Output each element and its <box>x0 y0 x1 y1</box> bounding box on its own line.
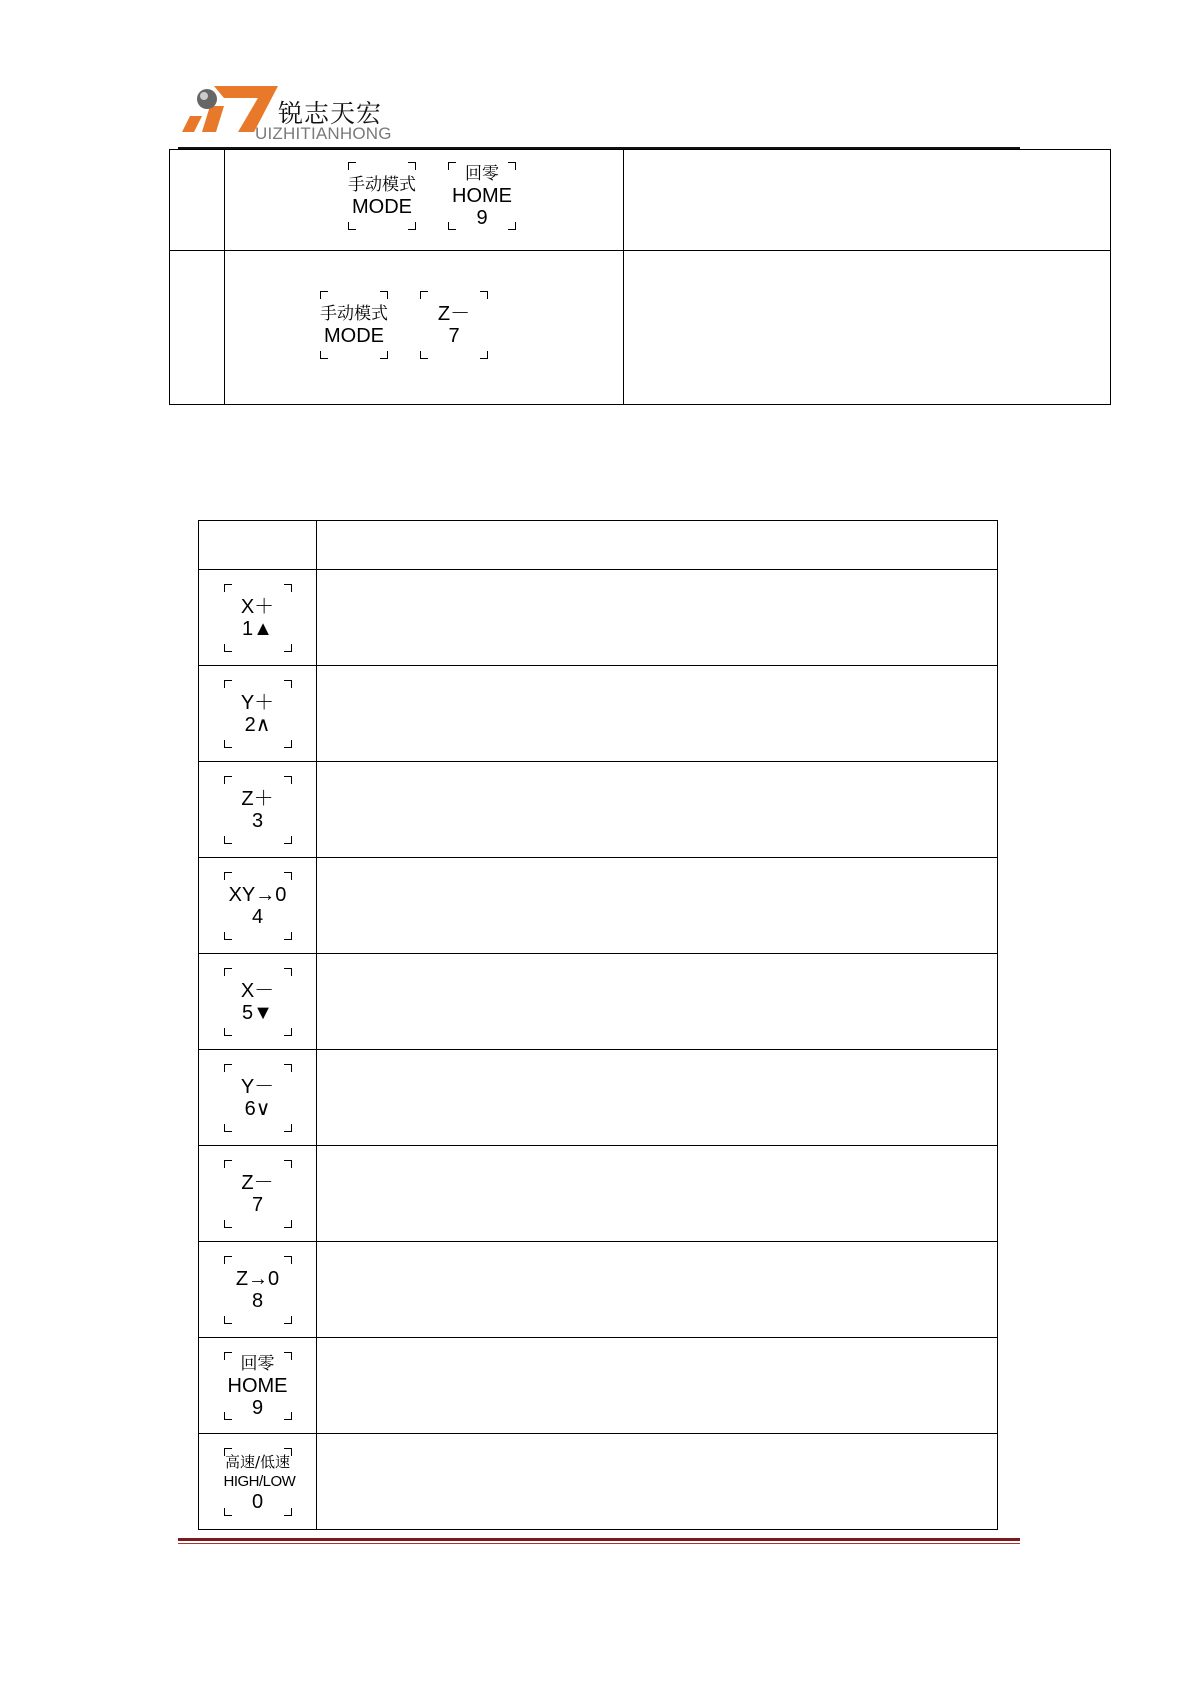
key-label-line: 4 <box>251 905 264 928</box>
key-label-line: HIGH/LOW <box>223 1472 296 1490</box>
key-combination-cell <box>225 251 624 405</box>
key-label-line: Y－ <box>240 1075 275 1098</box>
key-label-cn: 手动模式 <box>348 175 416 195</box>
table-row <box>199 1050 998 1146</box>
row-number-cell <box>170 150 225 251</box>
company-logo <box>180 82 410 144</box>
key-combination-cell <box>225 150 624 251</box>
description-cell <box>317 1146 998 1242</box>
footer-rule-thin <box>178 1543 1020 1544</box>
key-label-line: 7 <box>251 1193 264 1216</box>
key-label-line: 1▲ <box>242 617 273 640</box>
mode-key <box>348 162 416 230</box>
key-label-en: MODE <box>324 325 384 347</box>
home-key <box>448 162 516 230</box>
key-label-cn: 回零 <box>465 164 499 184</box>
key-label-line: Y＋ <box>240 691 275 714</box>
z-minus-key <box>224 1160 292 1228</box>
table-row <box>170 251 1111 405</box>
mode-key <box>320 291 388 359</box>
key-cell <box>199 666 317 762</box>
company-name-cn: 锐志天宏 <box>278 99 383 128</box>
key-label-line: HOME <box>227 1374 288 1397</box>
table-row <box>199 858 998 954</box>
key-label-digit: 7 <box>448 325 460 347</box>
key-cell <box>199 762 317 858</box>
table-row <box>199 954 998 1050</box>
key-label-line: 回零 <box>240 1353 275 1374</box>
description-cell <box>317 1050 998 1146</box>
table-row <box>199 762 998 858</box>
key-label-line: 8 <box>251 1289 264 1312</box>
key-label-line: X－ <box>240 979 275 1002</box>
key-label-line: Z→0 <box>235 1267 280 1290</box>
key-cell <box>199 1434 317 1530</box>
table-row <box>199 1242 998 1338</box>
description-cell <box>317 666 998 762</box>
table-row <box>199 1338 998 1434</box>
table-row <box>199 1434 998 1530</box>
table-row <box>199 666 998 762</box>
description-cell <box>624 150 1111 251</box>
description-cell <box>317 762 998 858</box>
key-cell <box>199 1338 317 1434</box>
key-cell <box>199 1146 317 1242</box>
key-label-line: 9 <box>251 1396 264 1419</box>
table-row <box>199 570 998 666</box>
key-label-line: X＋ <box>240 595 275 618</box>
key-label-line: 5▼ <box>242 1001 273 1024</box>
description-cell <box>317 954 998 1050</box>
key-cell <box>199 1050 317 1146</box>
key-cell <box>199 1242 317 1338</box>
description-cell <box>317 1434 998 1530</box>
description-column-header <box>317 521 998 570</box>
key-label-line: 6∨ <box>244 1097 271 1120</box>
key-label-en: MODE <box>352 196 412 218</box>
description-cell <box>317 1242 998 1338</box>
table-row <box>170 150 1111 251</box>
key-label-line: Z＋ <box>241 787 274 810</box>
key-label-axis: Z－ <box>437 303 471 325</box>
y-plus-key <box>224 680 292 748</box>
key-cell <box>199 954 317 1050</box>
key-label-cn: 手动模式 <box>320 304 388 324</box>
home-key <box>224 1352 292 1420</box>
row-number-cell <box>170 251 225 405</box>
key-cell <box>199 570 317 666</box>
mode-key-combination-table <box>169 149 1111 405</box>
key-label-line: 高速/低速 <box>224 1452 291 1471</box>
company-name-en: UIZHITIANHONG <box>255 124 392 143</box>
z-minus-key <box>420 291 488 359</box>
key-label-line: 0 <box>251 1490 264 1513</box>
description-cell <box>317 570 998 666</box>
key-cell <box>199 858 317 954</box>
table-row <box>199 1146 998 1242</box>
key-column-header <box>199 521 317 570</box>
y-minus-key <box>224 1064 292 1132</box>
z-zero-key <box>224 1256 292 1324</box>
z-plus-key <box>224 776 292 844</box>
key-label-line: 2∧ <box>244 713 271 736</box>
description-cell <box>317 858 998 954</box>
x-minus-key <box>224 968 292 1036</box>
key-function-table <box>198 520 998 1530</box>
key-label-line: 3 <box>251 809 264 832</box>
table-header-row <box>199 521 998 570</box>
xy-zero-key <box>224 872 292 940</box>
high-low-speed-key <box>223 1448 296 1516</box>
key-label-en: HOME <box>452 185 512 207</box>
key-label-line: Z－ <box>241 1171 274 1194</box>
footer-rule <box>178 1538 1020 1541</box>
description-cell <box>317 1338 998 1434</box>
x-plus-key <box>224 584 292 652</box>
key-label-digit: 9 <box>476 207 488 229</box>
key-label-line: XY→0 <box>228 883 287 906</box>
description-cell <box>624 251 1111 405</box>
